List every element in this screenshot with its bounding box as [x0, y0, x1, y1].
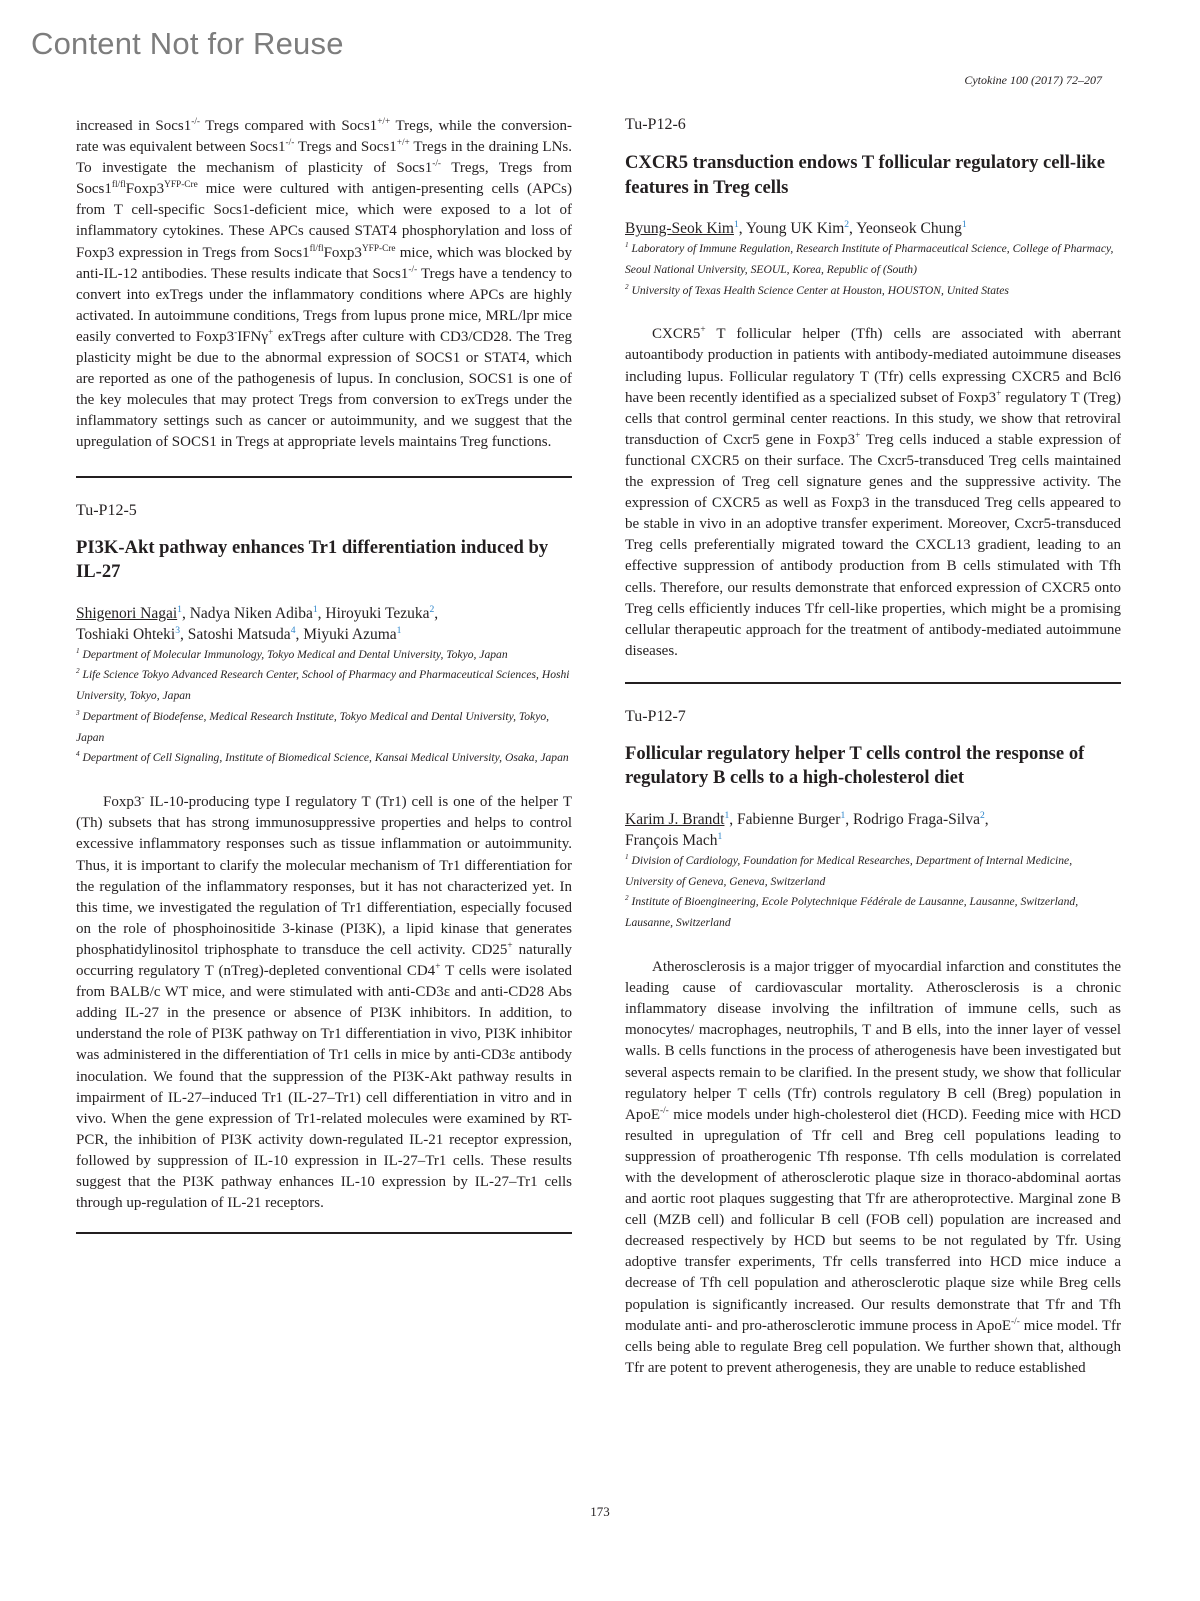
section-divider: [76, 1232, 572, 1234]
affiliation: $^4$ Department of Cell Signaling, Institute of Biomedical Science, Kansai Medical University, Osaka, Japan: [76, 750, 569, 765]
abstract-body: Atherosclerosis is a major trigger of myocardial infarction and constitutes the leading cause of cardiovascular mortality. Atherosclerosis is a chronic inflammatory disease involving the infiltration of immune cells, such as monocytes/ macrophages, neutrophils, T and B ells, into the inner layer of vessel walls. B cells functions in the process of atherogenesis have been investigated but several aspects remain to be clarified. In the present study, we show that follicular regulatory helper T cells (Tfr) controls regulatory B cell (Breg) population in ApoE-/- mice models under high-cholesterol diet (HCD). Feeding mice with HCD resulted in upregulation of Tfr cell and Breg cell populations leading to suppression of proatherogenic Tfh response. Tfh cells modulation is correlated with the development of atherosclerotic plaque size in thoraco-abdominal aortas and aortic root plaques suggesting that Tfr are atheroprotective. Marginal zone B cell (MZB cell) and follicular B cell (FOB cell) population are increased and decreased respectively by HCD but seems to be not regulated by Tfr. Using adoptive transfer experiments, Tfr cells transferred into HCD mice induce a decrease of Tfh cell population and atherosclerotic plaque size while Breg cells population is significantly increased. Our results demonstrate that Tfr and Tfh modulate anti- and pro-atherosclerotic immune process in ApoE-/- mice model. Tfr cells being able to regulate Breg cell population. We further shown that, although Tfr are potent to prevent atherogenesis, they are unable to reduce established: [625, 959, 1121, 1376]
affiliation: $^2$ University of Texas Health Science Center at Houston, HOUSTON, United States: [625, 282, 1009, 297]
abstract-code: Tu-P12-7: [625, 707, 686, 725]
abstract-title: CXCR5 transduction endows T follicular regulatory cell-like features in Treg cells: [625, 152, 1105, 198]
abstract-tu-p12-6: [625, 116, 1121, 662]
abstract-code: Tu-P12-5: [76, 501, 137, 519]
affiliation-list: [625, 851, 1121, 934]
abstract-body: Foxp3- IL-10-producing type I regulatory T (Tr1) cell is one of the helper T (Th) subsets that has strong immunosuppressive properties and helps to control excessive inflammatory responses such as tissue inflammation or autoimmunity. Thus, it is important to clarify the molecular mechanism of Tr1 differentiation for the regulation of the inflammatory responses, but it has not characterized yet. In this time, we investigated the regulation of Tr1 differentiation, especially focused on the role of phosphoinositide 3-kinase (PI3K), a lipid kinase that generates phosphatidylinositol triphosphate to transduce the cell activity. CD25+ naturally occurring regulatory T (nTreg)-depleted conventional CD4+ T cells were isolated from BALB/c WT mice, and were stimulated with anti-CD3ε and anti-CD28 Abs adding IL-27 in the presence or absence of PI3K inhibitors. In addition, to understand the role of PI3K pathway on Tr1 differentiation in vivo, PI3K inhibitor was administered in the differentiation of Tr1 cells in mice by anti-CD3ε antibody inoculation. We found that the suppression of the PI3K-Akt pathway results in impairment of IL-27–induced Tr1 (IL-27–Tr1) cell differentiation in vitro and in vivo. When the gene expression of Tr1-related molecules were examined by RT-PCR, the inhibition of PI3K activity down-regulated IL-21 receptor expression, followed by suppression of IL-10 expression in IL-27–Tr1 cells. These results suggest that the PI3K pathway enhances IL-10 expression by IL-27–Tr1 cells through up-regulation of IL-21 receptors.: [76, 793, 572, 1212]
affiliation: $^3$ Department of Biodefense, Medical Research Institute, Tokyo Medical and Dental University, Tokyo, Japan: [76, 709, 550, 744]
affiliation-list: [625, 239, 1121, 301]
author-list: Shigenori Nagai$^1$, Nadya Niken Adiba$^1$, Hiroyuki Tezuka$^2$, Toshiaki Ohteki$^3$, Satoshi Matsuda$^4$, Miyuki Azuma$^1$: [76, 603, 439, 643]
affiliation-list: [76, 645, 572, 770]
right-column: [625, 116, 1121, 1379]
affiliation: $^1$ Laboratory of Immune Regulation, Research Institute of Pharmaceutical Science, College of Pharmacy, Seoul National University, SEOUL, Korea, Republic of (South): [625, 241, 1114, 276]
affiliation: $^1$ Division of Cardiology, Foundation for Medical Researches, Department of Internal Medicine, University of Geneva, Geneva, Switzerland: [625, 853, 1073, 888]
watermark: Content Not for Reuse: [31, 26, 344, 61]
journal-reference: Cytokine 100 (2017) 72–207: [964, 73, 1102, 87]
section-divider: [76, 476, 572, 478]
author-list: Byung-Seok Kim$^1$, Young UK Kim$^2$, Yeonseok Chung$^1$: [625, 218, 967, 237]
affiliation: $^2$ Institute of Bioengineering, Ecole Polytechnique Fédérale de Lausanne, Lausanne, Switzerland, Lausanne, Switzerland: [625, 894, 1079, 930]
abstract-body: CXCR5+ T follicular helper (Tfh) cells are associated with aberrant autoantibody production in patients with antibody-mediated autoimmune diseases including lupus. Follicular regulatory T (Tfr) cells expressing CXCR5 and Bcl6 have been recently identified as a specialized subset of Foxp3+ regulatory T (Treg) cells that control germinal center reactions. In this study, we show that retroviral transduction of Cxcr5 gene in Foxp3+ Treg cells induced a stable expression of functional CXCR5 on their surface. The Cxcr5-transduced Treg cells maintained the expression of Treg cell signature genes and the suppressive activity. The expression of CXCR5 as well as Foxp3 in the transduced Treg cells appeared to be stable in vivo in an adoptive transfer experiment. Moreover, Cxcr5-transduced Treg cells preferentially migrated toward the CXCL13 gradient, leading to an effective suppression of antibody production from B cells stimulated with Tfh cells. Therefore, our results demonstrate that enforced expression of CXCR5 onto Treg cells efficiently induces Tfr cell-like properties, which might be a promising cellular therapeutic approach for the treatment of antibody-mediated autoimmune diseases.: [625, 325, 1121, 659]
section-divider: [625, 682, 1121, 684]
left-column: [76, 116, 572, 1234]
abstract-code: Tu-P12-6: [625, 116, 686, 133]
page-number: 173: [590, 1504, 610, 1519]
abstract-tu-p12-5: [76, 502, 572, 1215]
abstract-title: Follicular regulatory helper T cells control the response of regulatory B cells to a high-cholesterol diet: [625, 742, 1085, 789]
abstract-title: PI3K-Akt pathway enhances Tr1 differentiation induced by IL-27: [76, 536, 549, 582]
affiliation: $^1$ Department of Molecular Immunology, Tokyo Medical and Dental University, Tokyo, Japan: [76, 646, 508, 661]
author-list: Karim J. Brandt$^1$, Fabienne Burger$^1$, Rodrigo Fraga-Silva$^2$, François Mach$^1$: [625, 809, 989, 849]
affiliation: $^2$ Life Science Tokyo Advanced Research Center, School of Pharmacy and Pharmaceutical Sciences, Hoshi University, Tokyo, Japan: [76, 667, 570, 703]
abstract-tu-p12-7: [625, 708, 1121, 1379]
continued-abstract-text: increased in Socs1-/- Tregs compared with Socs1+/+ Tregs, while the conversion-rate was equivalent between Socs1-/- Tregs and Socs1+/+ Tregs in the draining LNs. To investigate the mechanism of plasticity of Socs1-/- Tregs, Tregs from $Socs1^{fl/fl}Foxp3^{YFP-Cre}$ mice were cultured with antigen-presenting cells (APCs) from T cell-specific Socs1-deficient mice, which were exposed to a lot of inflammatory cytokines. These APCs caused STAT4 phosphorylation and loss of Foxp3 expression in Tregs from $Socs1^{fl/fl}Foxp3^{YFP-Cre}$ mice, which was blocked by anti-IL-12 antibodies. These results indicate that Socs1-/- Tregs have a tendency to convert into exTregs under the inflammatory conditions where APCs are highly activated. In autoimmune conditions, Tregs from lupus prone mice, MRL/lpr mice easily converted to Foxp3-IFNγ+ exTregs after culture with CD3/CD28. The Treg plasticity might be due to the abnormal expression of SOCS1 or STAT4, which are reported as one of the pathogenesis of lupus. In conclusion, SOCS1 is one of the key molecules that may protect Tregs from conversion to exTregs under the inflammatory settings such as cancer or autoimmunity, and we suggest that the upregulation of SOCS1 in Tregs at appropriate levels maintains Treg functions.: [76, 117, 573, 451]
